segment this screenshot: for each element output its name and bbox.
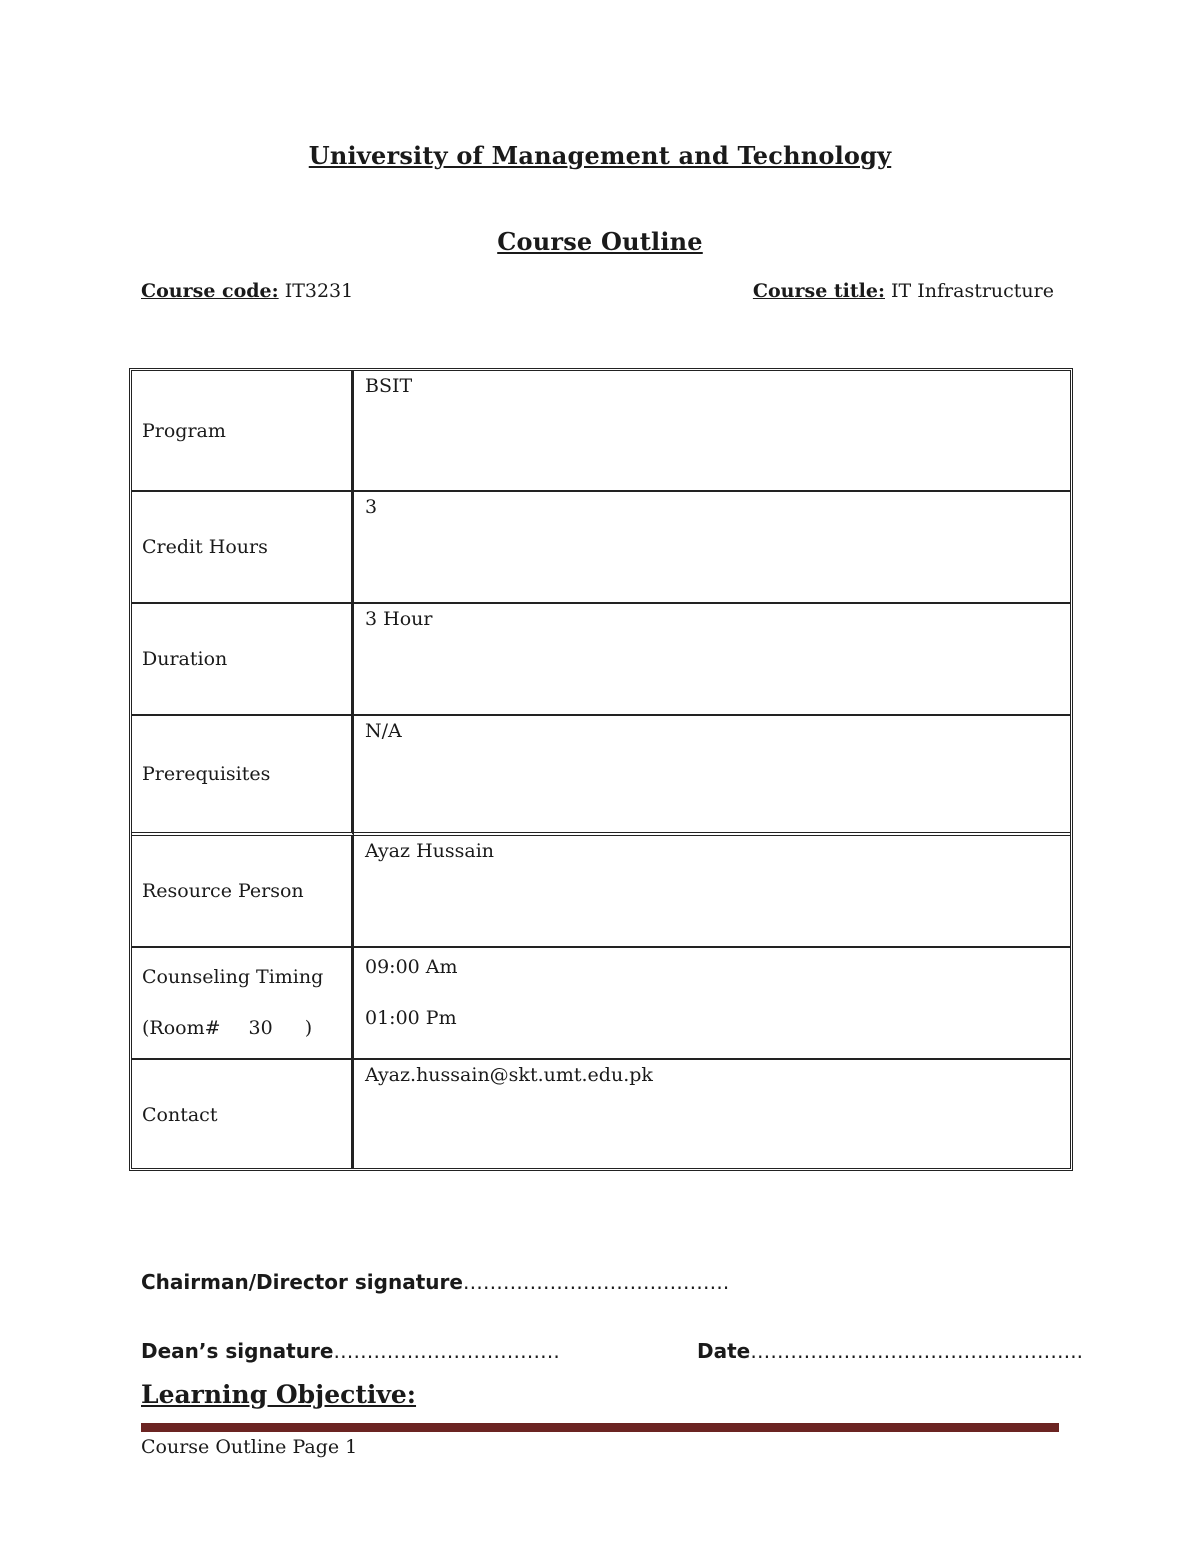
date-line [697, 1339, 1083, 1363]
dean-signature-label: Dean’s signature [141, 1339, 334, 1363]
table-row [132, 948, 1070, 1060]
chairman-signature-dots: …………………………………. [462, 1270, 730, 1294]
table-row [132, 492, 1070, 604]
chairman-signature-label: Chairman/Director signature [141, 1270, 463, 1294]
university-title: University of Management and Technology [308, 141, 892, 170]
prerequisites-label: Prerequisites [132, 716, 354, 836]
course-title-label: Course title: [752, 280, 885, 302]
counseling-time-end: 01:00 Pm [365, 1007, 457, 1029]
room-number: 30 [248, 1017, 273, 1039]
dean-signature-dots: ……………………………. [333, 1339, 560, 1363]
counseling-label: Counseling Timing [142, 966, 324, 988]
chairman-signature-line [141, 1270, 729, 1294]
program-value: BSIT [354, 371, 1070, 492]
course-code-line [141, 280, 353, 302]
contact-value: Ayaz.hussain@skt.umt.edu.pk [365, 1064, 653, 1086]
table-row [132, 1060, 1070, 1168]
dean-signature-line [141, 1339, 560, 1363]
table-row [132, 836, 1070, 948]
footer-rule [141, 1423, 1059, 1432]
course-title-value: IT Infrastructure [885, 280, 1054, 302]
credit-hours-label: Credit Hours [132, 492, 354, 604]
date-dots: ………………………………………….. [750, 1339, 1083, 1363]
table-row [132, 604, 1070, 716]
room-suffix: ) [304, 1017, 313, 1039]
credit-hours-value: 3 [354, 492, 1070, 604]
course-info-table [129, 368, 1073, 1171]
contact-cell [132, 1060, 354, 1168]
table-row [132, 716, 1070, 836]
course-code-label: Course code: [141, 280, 279, 302]
resource-person-label: Resource Person [132, 836, 354, 948]
program-label: Program [132, 371, 354, 492]
document-title: Course Outline [497, 227, 703, 256]
footer-page-label: Course Outline Page 1 [141, 1436, 358, 1458]
course-code-value: IT3231 [278, 280, 354, 302]
prerequisites-value: N/A [354, 716, 1070, 836]
duration-label: Duration [132, 604, 354, 716]
duration-value: 3 Hour [354, 604, 1070, 716]
resource-person-value: Ayaz Hussain [354, 836, 1070, 948]
counseling-times-cell [354, 948, 1070, 1060]
counseling-time-start: 09:00 Am [365, 956, 458, 978]
course-title-line [753, 280, 1054, 302]
counseling-cell [132, 948, 354, 1060]
table-row [132, 371, 1070, 492]
room-line [142, 1003, 351, 1054]
contact-label: Contact [142, 1104, 218, 1126]
learning-objective-heading: Learning Objective: [141, 1380, 417, 1409]
date-label: Date [697, 1339, 751, 1363]
room-prefix: (Room# [142, 1017, 221, 1039]
